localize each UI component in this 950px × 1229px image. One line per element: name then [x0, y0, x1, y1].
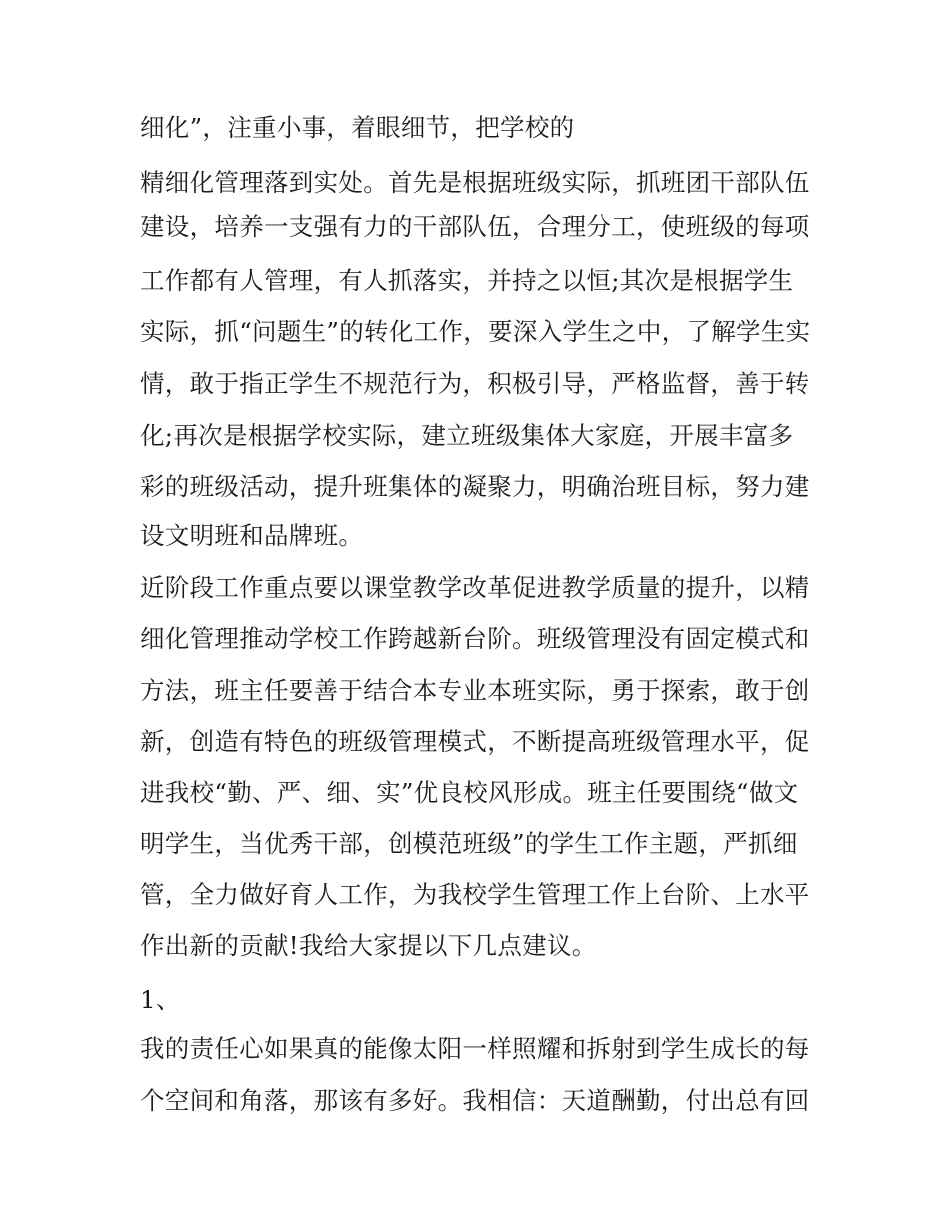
text-line: 作出新的贡献!我给大家提以下几点建议。: [140, 931, 597, 960]
text-line: 实际，抓“问题生”的转化工作，要深入学生之中，了解学生实: [140, 317, 811, 346]
text-line: 进我校“勤、严、细、实”优良校风形成。班主任要围绕“做文: [140, 778, 799, 807]
text-line: 设文明班和品牌班。: [140, 521, 364, 550]
text-line: 化;再次是根据学校实际，建立班级集体大家庭，开展丰富多: [140, 421, 794, 450]
text-line: 细化”，注重小事，着眼细节，把学校的: [140, 113, 575, 142]
text-line: 个空间和角落，那该有多好。我相信：天道酬勤，付出总有回: [140, 1086, 810, 1115]
text-line: 建设，培养一支强有力的干部队伍，合理分工，使班级的每项: [140, 212, 810, 241]
text-line: 彩的班级活动，提升班集体的凝聚力，明确治班目标，努力建: [140, 472, 810, 501]
text-line: 情，敢于指正学生不规范行为，积极引导，严格监督，善于转: [140, 369, 810, 398]
list-number: 1、: [140, 985, 181, 1014]
text-line: 近阶段工作重点要以课堂教学改革促进教学质量的提升，以精: [140, 573, 810, 602]
text-line: 新，创造有特色的班级管理模式，不断提高班级管理水平，促: [140, 727, 810, 756]
text-line: 工作都有人管理，有人抓落实，并持之以恒;其次是根据学生: [140, 266, 794, 295]
text-line: 细化管理推动学校工作跨越新台阶。班级管理没有固定模式和: [140, 624, 810, 653]
text-line: 我的责任心如果真的能像太阳一样照耀和拆射到学生成长的每: [140, 1034, 810, 1063]
text-line: 管，全力做好育人工作，为我校学生管理工作上台阶、上水平: [140, 880, 810, 909]
text-line: 精细化管理落到实处。首先是根据班级实际，抓班团干部队伍: [140, 168, 810, 197]
text-line: 明学生，当优秀干部，创模范班级”的学生工作主题，严抓细: [140, 829, 798, 858]
text-line: 方法，班主任要善于结合本专业本班实际，勇于探索，敢于创: [140, 676, 810, 705]
